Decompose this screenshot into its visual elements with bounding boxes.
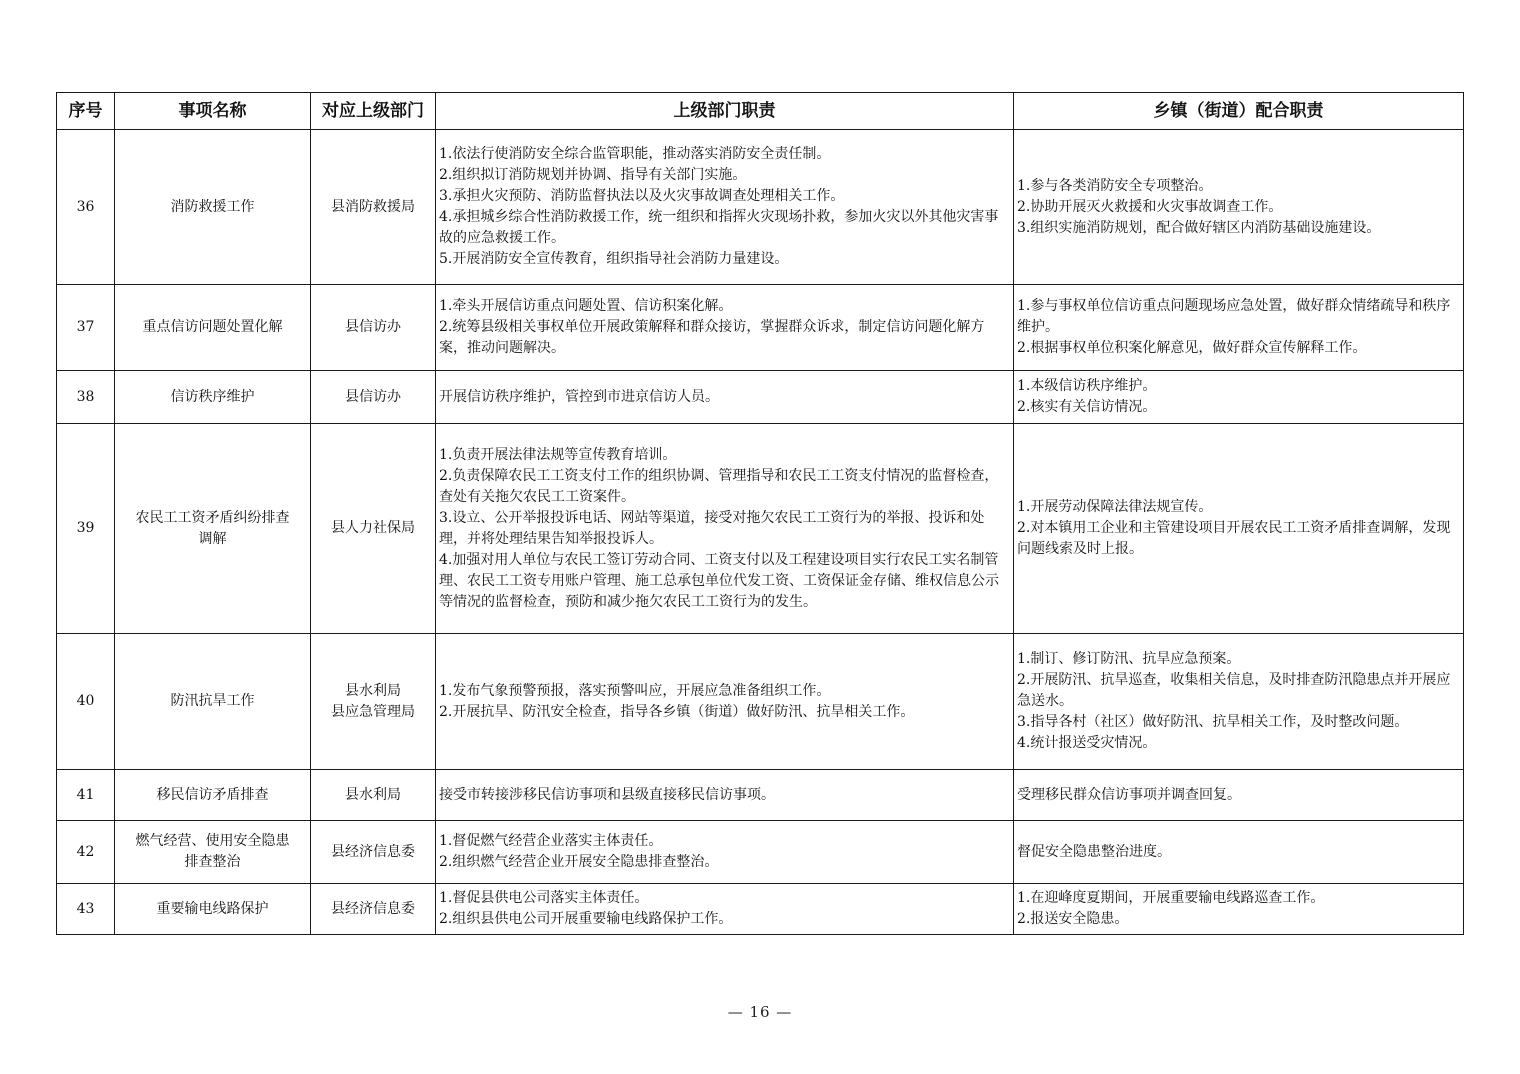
cell-text-line: 1.依法行使消防安全综合监管职能，推动落实消防安全责任制。 <box>439 146 831 162</box>
cell-superior-dept <box>311 424 436 634</box>
cell-text-line: 4.统计报送受灾情况。 <box>1017 735 1157 751</box>
cell-text-line: 1.开展劳动保障法律法规宣传。 <box>1017 499 1213 515</box>
cell-text-line: 1.本级信访秩序维护。 <box>1017 378 1157 394</box>
cell-text-line: 2.负责保障农民工工资支付工作的组织协调、管理指导和农民工工资支付情况的监督检查，查处有关拖欠农民工工资案件。 <box>439 467 999 505</box>
table-row <box>57 371 1464 424</box>
cell-text-line: 3.组织实施消防规划，配合做好辖区内消防基础设施建设。 <box>1017 219 1381 236</box>
cell-township-duties <box>1014 634 1464 770</box>
header-superior-duties: 上级部门职责 <box>436 93 1014 130</box>
cell-text-line: 2.根据事权单位积案化解意见，做好群众宣传解释工作。 <box>1017 340 1367 356</box>
cell-serial-no: 43 <box>57 884 115 935</box>
cell-superior-duties <box>436 884 1014 935</box>
cell-text-line: 2.对本镇用工企业和主管建设项目开展农民工工资矛盾排查调解，发现问题线索及时上报。 <box>1017 520 1451 557</box>
cell-item-name <box>115 371 311 424</box>
cell-serial-no: 42 <box>57 821 115 884</box>
cell-text-line: 燃气经营、使用安全隐患 <box>135 833 290 849</box>
cell-item-name <box>115 130 311 285</box>
cell-text-line: 接受市转接涉移民信访事项和县级直接移民信访事项。 <box>439 786 775 803</box>
cell-text-line: 信访秩序维护 <box>170 388 255 405</box>
cell-item-name <box>115 821 311 884</box>
cell-text-line: 调解 <box>198 530 227 547</box>
cell-text-line: 1.发布气象预警预报，落实预警叫应，开展应急准备组织工作。 <box>439 682 831 699</box>
cell-text-line: 3.设立、公开举报投诉电话、网站等渠道，接受对拖欠农民工工资行为的举报、投诉和处理，并将处理结果告知举报投诉人。 <box>439 509 985 547</box>
cell-text-line: 开展信访秩序维护，管控到市进京信访人员。 <box>439 388 719 405</box>
cell-text-line: 2.组织县供电公司开展重要输电线路保护工作。 <box>439 911 733 927</box>
cell-text-line: 3.承担火灾预防、消防监督执法以及火灾事故调查处理相关工作。 <box>439 188 845 204</box>
cell-text-line: 1.参与各类消防安全专项整治。 <box>1017 177 1213 194</box>
table-row <box>57 424 1464 634</box>
cell-text-line: 1.负责开展法律法规等宣传教育培训。 <box>439 446 677 463</box>
cell-text-line: 1.在迎峰度夏期间，开展重要输电线路巡查工作。 <box>1017 890 1325 906</box>
cell-item-name <box>115 884 311 935</box>
cell-superior-duties <box>436 371 1014 424</box>
cell-text-line: 1.制订、修订防汛、抗旱应急预案。 <box>1017 651 1241 667</box>
cell-superior-dept <box>311 130 436 285</box>
cell-text-line: 2.统筹县级相关事权单位开展政策解释和群众接访，掌握群众诉求，制定信访问题化解方案，推动问题解决。 <box>439 319 985 356</box>
cell-text-line: 县信访办 <box>345 388 401 405</box>
table-body <box>57 130 1464 935</box>
header-item-name: 事项名称 <box>115 93 311 130</box>
cell-township-duties <box>1014 130 1464 285</box>
cell-text-line: 县经济信息委 <box>331 843 415 860</box>
cell-text-line: 2.报送安全隐患。 <box>1017 911 1129 927</box>
cell-text-line: 2.组织燃气经营企业开展安全隐患排查整治。 <box>439 854 719 870</box>
cell-serial-no: 39 <box>57 424 115 634</box>
cell-text-line: 2.协助开展灭火救援和火灾事故调查工作。 <box>1017 198 1283 215</box>
cell-text-line: 2.核实有关信访情况。 <box>1017 399 1157 415</box>
cell-township-duties <box>1014 424 1464 634</box>
responsibility-table <box>56 92 1464 935</box>
cell-text-line: 县人力社保局 <box>331 520 415 536</box>
table-header-row <box>57 93 1464 130</box>
cell-superior-dept <box>311 884 436 935</box>
cell-text-line: 督促安全隐患整治进度。 <box>1017 843 1171 860</box>
cell-superior-dept <box>311 285 436 371</box>
cell-text-line: 3.指导各村（社区）做好防汛、抗旱相关工作，及时整改问题。 <box>1017 714 1409 730</box>
cell-text-line: 1.督促县供电公司落实主体责任。 <box>439 890 649 906</box>
cell-text-line: 农民工工资矛盾纠纷排查 <box>135 509 290 526</box>
cell-superior-duties <box>436 634 1014 770</box>
cell-township-duties <box>1014 821 1464 884</box>
cell-township-duties <box>1014 770 1464 821</box>
cell-text-line: 5.开展消防安全宣传教育，组织指导社会消防力量建设。 <box>439 251 789 267</box>
cell-text-line: 县消防救援局 <box>331 198 415 215</box>
cell-item-name <box>115 424 311 634</box>
cell-text-line: 2.开展防汛、抗旱巡查，收集相关信息，及时排查防汛隐患点并开展应急送水。 <box>1017 672 1451 709</box>
cell-text-line: 1.牵头开展信访重点问题处置、信访积案化解。 <box>439 298 733 314</box>
cell-superior-dept <box>311 770 436 821</box>
cell-text-line: 1.参与事权单位信访重点问题现场应急处置，做好群众情绪疏导和秩序维护。 <box>1017 298 1451 335</box>
cell-superior-duties <box>436 770 1014 821</box>
cell-item-name <box>115 285 311 371</box>
table-row <box>57 285 1464 371</box>
cell-text-line: 县应急管理局 <box>331 703 415 720</box>
cell-superior-dept <box>311 371 436 424</box>
cell-text-line: 重点信访问题处置化解 <box>142 319 283 335</box>
cell-superior-dept <box>311 821 436 884</box>
table-row <box>57 770 1464 821</box>
cell-serial-no: 40 <box>57 634 115 770</box>
cell-text-line: 受理移民群众信访事项并调查回复。 <box>1017 786 1241 803</box>
cell-serial-no: 41 <box>57 770 115 821</box>
cell-text-line: 4.加强对用人单位与农民工签订劳动合同、工资支付以及工程建设项目实行农民工实名制管理、农民工工资专用账户管理、施工总承包单位代发工资、工资保证金存储、维权信息公示等情况的监督检查，预防和减少拖欠农民工工资行为的发生。 <box>439 551 999 610</box>
cell-text-line: 县水利局 <box>345 786 401 803</box>
header-serial-no: 序号 <box>57 93 115 130</box>
cell-serial-no: 38 <box>57 371 115 424</box>
header-superior-dept: 对应上级部门 <box>311 93 436 130</box>
cell-text-line: 县水利局 <box>345 682 401 699</box>
table-row <box>57 884 1464 935</box>
cell-text-line: 重要输电线路保护 <box>156 900 269 917</box>
table-row <box>57 634 1464 770</box>
table-row <box>57 821 1464 884</box>
cell-text-line: 2.组织拟订消防规划并协调、指导有关部门实施。 <box>439 167 747 183</box>
cell-serial-no: 37 <box>57 285 115 371</box>
cell-text-line: 县信访办 <box>345 319 401 335</box>
cell-text-line: 2.开展抗旱、防汛安全检查，指导各乡镇（街道）做好防汛、抗旱相关工作。 <box>439 703 915 720</box>
cell-township-duties <box>1014 884 1464 935</box>
header-township-duties: 乡镇（街道）配合职责 <box>1014 93 1464 130</box>
cell-text-line: 移民信访矛盾排查 <box>156 786 269 803</box>
cell-township-duties <box>1014 371 1464 424</box>
cell-item-name <box>115 634 311 770</box>
cell-item-name <box>115 770 311 821</box>
cell-superior-dept <box>311 634 436 770</box>
cell-text-line: 4.承担城乡综合性消防救援工作，统一组织和指挥火灾现场扑救，参加火灾以外其他灾害事故的应急救援工作。 <box>439 209 999 246</box>
cell-text-line: 排查整治 <box>184 854 241 870</box>
cell-text-line: 1.督促燃气经营企业落实主体责任。 <box>439 833 663 849</box>
page-number: — 16 — <box>727 1003 793 1021</box>
cell-superior-duties <box>436 285 1014 371</box>
cell-superior-duties <box>436 424 1014 634</box>
cell-text-line: 县经济信息委 <box>331 900 415 917</box>
cell-superior-duties <box>436 130 1014 285</box>
cell-text-line: 消防救援工作 <box>170 198 255 215</box>
cell-text-line: 防汛抗旱工作 <box>170 693 255 709</box>
table-row <box>57 130 1464 285</box>
cell-serial-no: 36 <box>57 130 115 285</box>
cell-superior-duties <box>436 821 1014 884</box>
cell-township-duties <box>1014 285 1464 371</box>
